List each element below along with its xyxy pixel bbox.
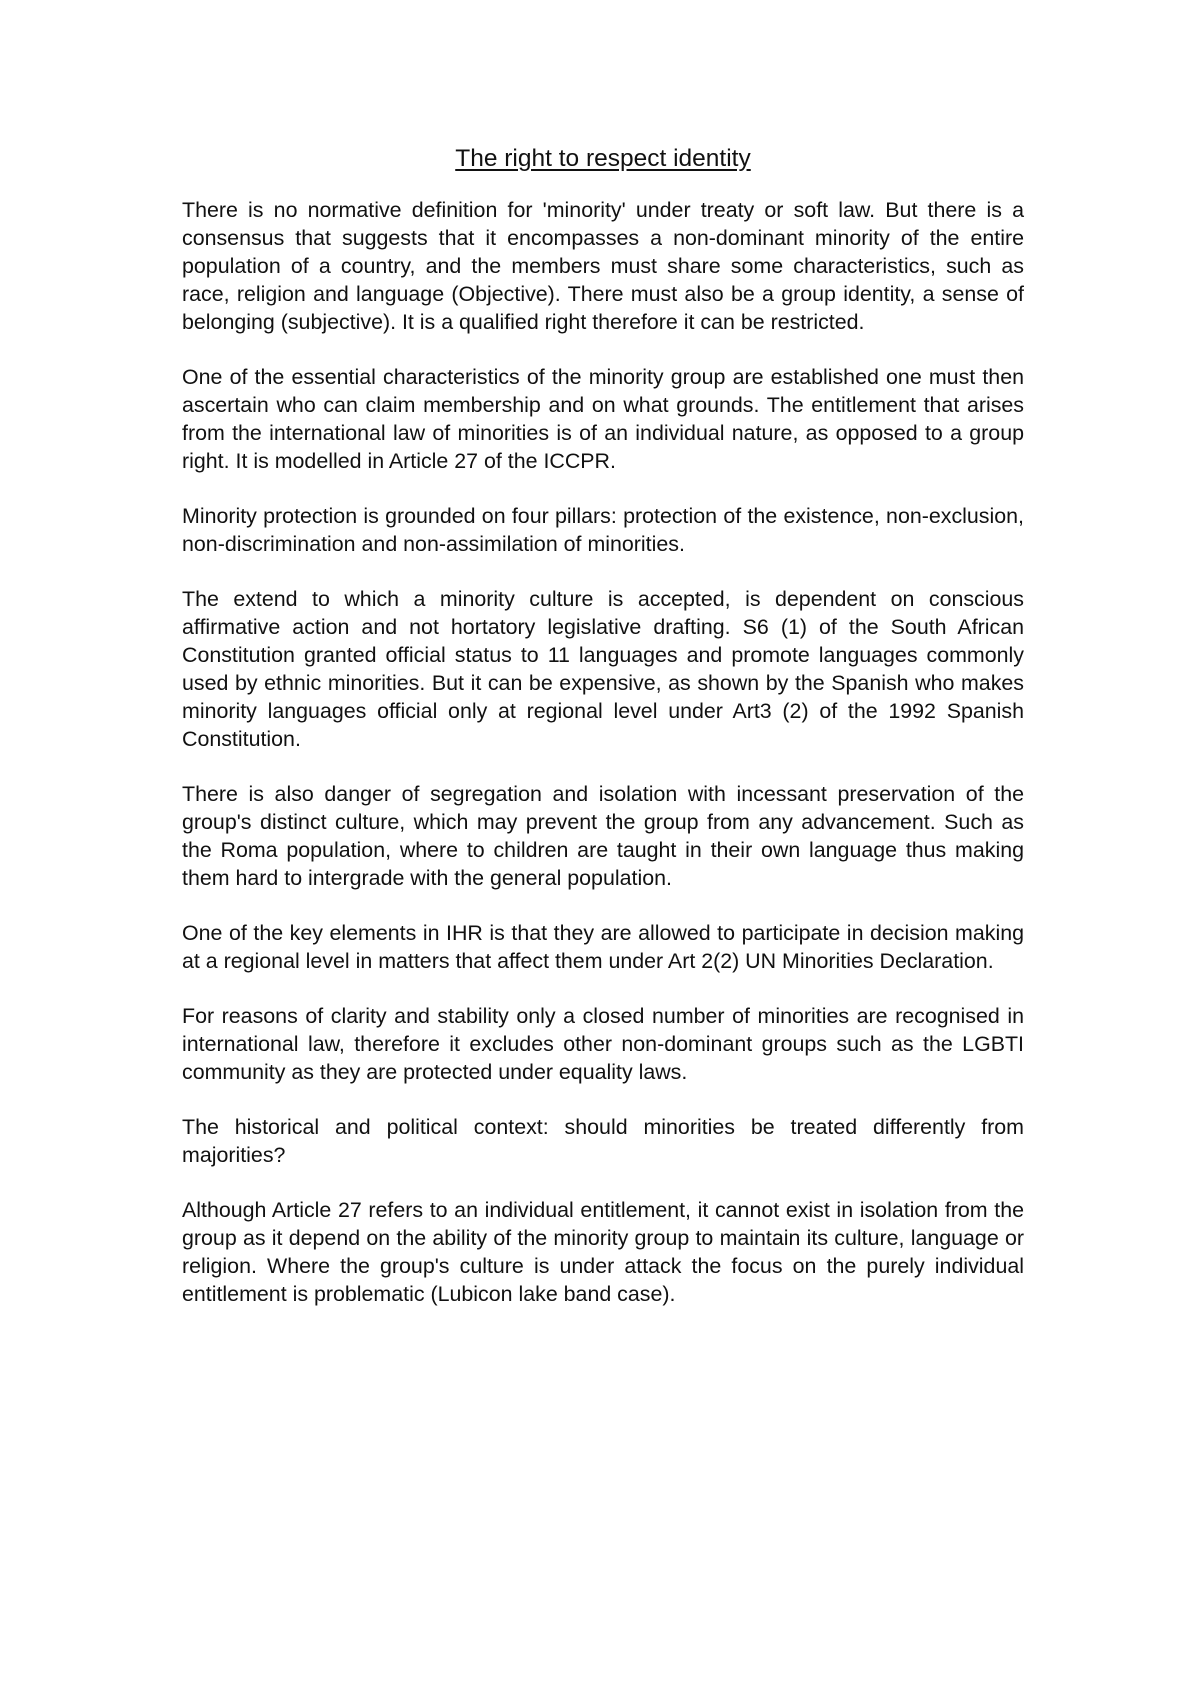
- paragraph-definition-of-minority: There is no normative definition for 'minority' under treaty or soft law. But there is a consensus that suggests that it encompasses a non-dominant minority of the entire population of a country, and the members must share some characteristics, such as race, religion and language (Objective). There must also be a group identity, a sense of belonging (subjective). It is a qualified right therefore it can be restricted.: [182, 198, 1024, 334]
- paragraph-membership: One of the essential characteristics of the minority group are established one must then ascertain who can claim membership and on what grounds. The entitlement that arises from the international law of minorities is of an individual nature, as opposed to a group right. It is modelled in Article 27 of the ICCPR.: [182, 365, 1024, 473]
- paragraph-article-27: Although Article 27 refers to an individual entitlement, it cannot exist in isolation from the group as it depend on the ability of the minority group to maintain its culture, language or religion. Where the group's culture is under attack the focus on the purely individual entitlement is problematic (Lubicon lake band case).: [182, 1198, 1024, 1306]
- paragraph-four-pillars: Minority protection is grounded on four pillars: protection of the existence, non-exclusion, non-discrimination and non-assimilation of minorities.: [182, 504, 1024, 556]
- paragraph-segregation: There is also danger of segregation and isolation with incessant preservation of the group's distinct culture, which may prevent the group from any advancement. Such as the Roma population, where to children are taught in their own language thus making them hard to intergrade with the general population.: [182, 782, 1024, 890]
- paragraph-closed-number: For reasons of clarity and stability only a closed number of minorities are recognised in international law, therefore it excludes other non-dominant groups such as the LGBTI community as they are protected under equality laws.: [182, 1004, 1024, 1084]
- paragraph-participation: One of the key elements in IHR is that they are allowed to participate in decision making at a regional level in matters that affect them under Art 2(2) UN Minorities Declaration.: [182, 921, 1024, 973]
- paragraph-historical-context: The historical and political context: should minorities be treated differently from majorities?: [182, 1115, 1024, 1167]
- paragraph-affirmative-action: The extend to which a minority culture is accepted, is dependent on conscious affirmative action and not hortatory legislative drafting. S6 (1) of the South African Constitution granted official status to 11 languages and promote languages commonly used by ethnic minorities. But it can be expensive, as shown by the Spanish who makes minority languages official only at regional level under Art3 (2) of the 1992 Spanish Constitution.: [182, 587, 1024, 751]
- document-body: [182, 144, 1024, 1335]
- document-title: The right to respect identity: [455, 145, 751, 172]
